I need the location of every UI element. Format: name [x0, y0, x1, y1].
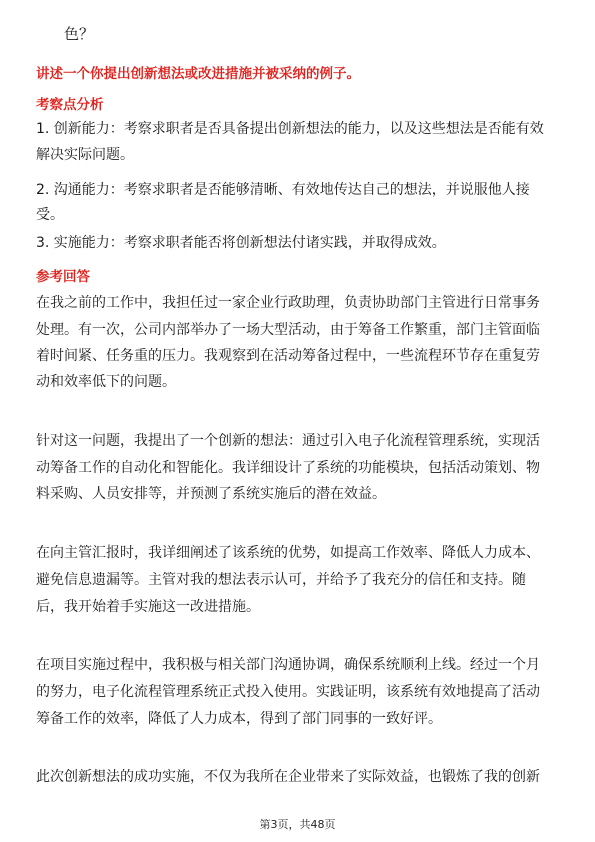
- answer-line: 的努力，电子化流程管理系统正式投入使用。实践证明，该系统有效地提高了活动: [36, 684, 540, 700]
- analysis-title: 考察点分析: [36, 97, 104, 113]
- analysis-line: 3. 实施能力：考察求职者能否将创新想法付诸实践，并取得成效。: [36, 235, 446, 251]
- answer-line: 动和效率低下的问题。: [36, 374, 176, 390]
- answer-line: 在项目实施过程中，我积极与相关部门沟通协调，确保系统顺利上线。经过一个月: [36, 657, 540, 673]
- answer-line: 料采购、人员安排等，并预测了系统实施后的潜在效益。: [36, 486, 386, 502]
- answer-line: 动筹备工作的自动化和智能化。我详细设计了系统的功能模块，包括活动策划、物: [36, 460, 540, 476]
- answer-line: 针对这一问题，我提出了一个创新的想法：通过引入电子化流程管理系统，实现活: [36, 433, 540, 449]
- analysis-line: 受。: [36, 207, 64, 223]
- answer-line: 处理。有一次，公司内部举办了一场大型活动，由于筹备工作繁重，部门主管面临: [36, 322, 540, 338]
- answer-line: 筹备工作的效率，降低了人力成本，得到了部门同事的一致好评。: [36, 711, 442, 727]
- answer-line: 避免信息遗漏等。主管对我的想法表示认可，并给予了我充分的信任和支持。随: [36, 572, 526, 588]
- answer-line: 着时间紧、任务重的压力。我观察到在活动筹备过程中，一些流程环节存在重复劳: [36, 348, 540, 364]
- continuation-text: 色？: [64, 25, 95, 43]
- answer-line: 在向主管汇报时，我详细阐述了该系统的优势，如提高工作效率、降低人力成本、: [36, 545, 540, 561]
- question-heading: 讲述一个你提出创新想法或改进措施并被采纳的例子。: [36, 66, 360, 82]
- analysis-line: 1. 创新能力：考察求职者是否具备提出创新想法的能力，以及这些想法是否能有效: [36, 121, 544, 137]
- answer-title: 参考回答: [36, 269, 90, 285]
- answer-line: 后，我开始着手实施这一改进措施。: [36, 599, 260, 615]
- analysis-line: 2. 沟通能力：考察求职者是否能够清晰、有效地传达自己的想法，并说服他人接: [36, 182, 530, 198]
- answer-line: 此次创新想法的成功实施，不仅为我所在企业带来了实际效益，也锻炼了我的创新: [36, 769, 540, 785]
- analysis-line: 解决实际问题。: [36, 147, 134, 163]
- page-footer: 第3页，共48页: [259, 818, 336, 831]
- answer-line: 在我之前的工作中，我担任过一家企业行政助理，负责协助部门主管进行日常事务: [36, 295, 540, 311]
